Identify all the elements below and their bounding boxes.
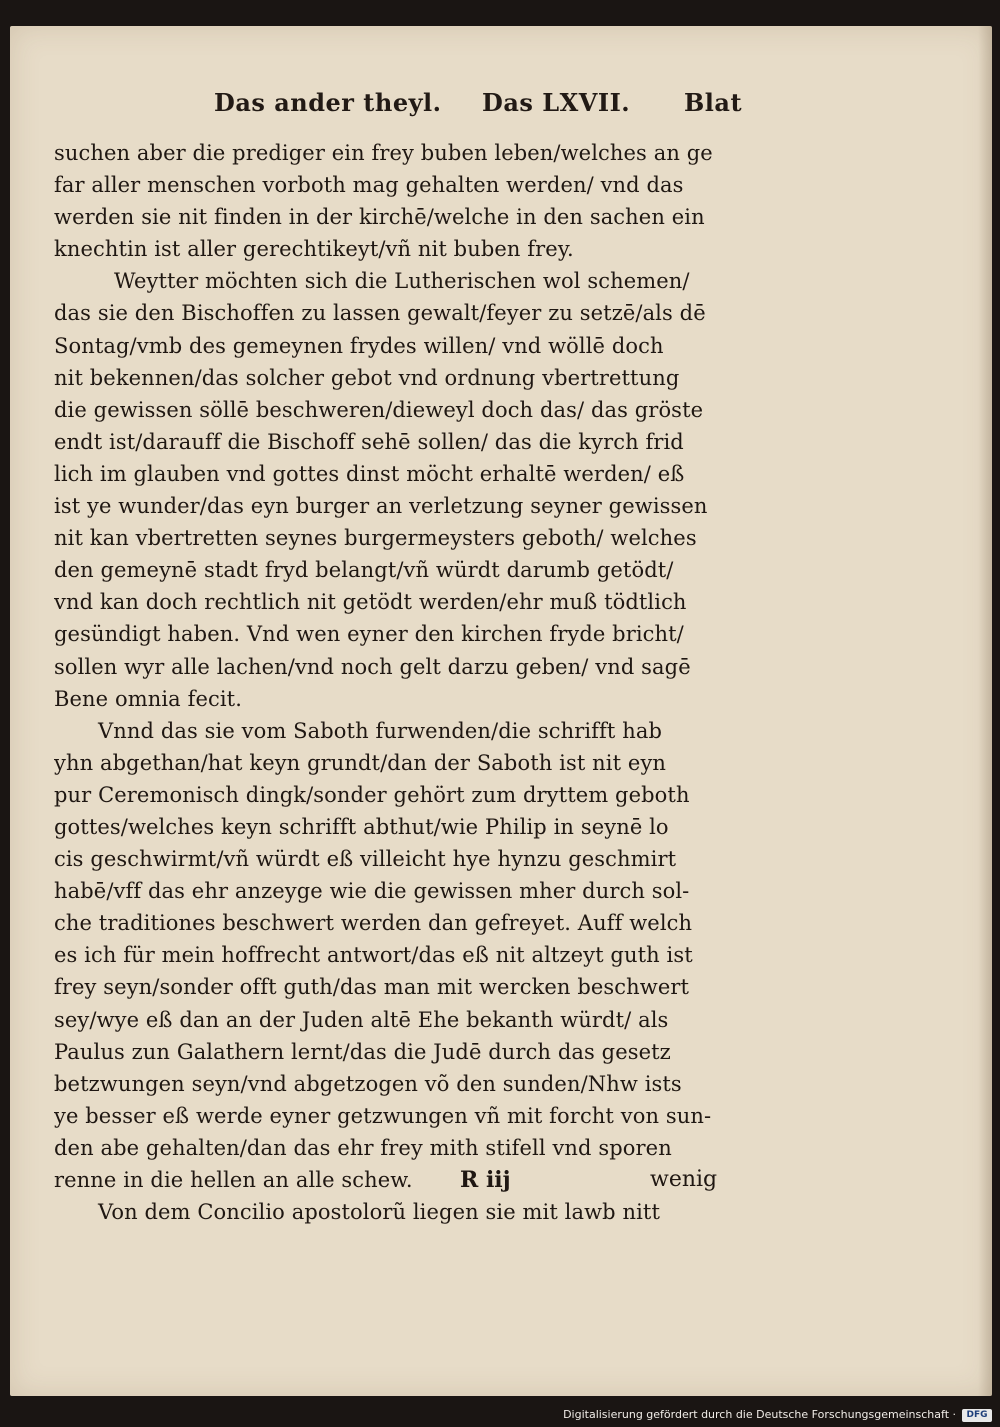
digitization-credit: Digitalisierung gefördert durch die Deutsche Forschungsgemeinschaft · [563, 1408, 956, 1421]
text-line: ist ye wunder/das eyn burger an verletzung seyner gewissen [54, 494, 708, 519]
text-line: gesündigt haben. Vnd wen eyner den kirchen fryde bricht/ [54, 622, 684, 647]
body-text [54, 137, 766, 1228]
text-line: gottes/welches keyn schrifft abthut/wie Philip in seynē lo [54, 814, 669, 839]
dfg-logo: DFG [962, 1409, 992, 1422]
text-line: habē/vff das ehr anzeyge wie die gewissen mher durch sol- [54, 879, 690, 904]
signature-mark: R iij [460, 1167, 511, 1193]
text-line: es ich für mein hoffrecht antwort/das eß nit altzeyt guth ist [54, 943, 693, 968]
text-line: den gemeynē stadt fryd belangt/vñ würdt darumb getödt/ [54, 558, 674, 583]
text-line: frey seyn/sonder offt guth/das man mit wercken beschwert [54, 975, 690, 1000]
text-line: Paulus zun Galathern lernt/das die Judē durch das gesetz [54, 1039, 671, 1064]
text-line: Vnnd das sie vom Saboth furwenden/die schrifft hab [98, 718, 663, 743]
text-line: nit kan vbertretten seynes burgermeysters geboth/ welches [54, 526, 697, 551]
text-line: ye besser eß werde eyner getzwungen vñ mit forcht von sun- [54, 1103, 712, 1128]
text-line: vnd kan doch rechtlich nit getödt werden/ehr muß tödtlich [54, 590, 687, 615]
text-line: Weytter möchten sich die Lutherischen wol schemen/ [114, 269, 690, 294]
text-line: das sie den Bischoffen zu lassen gewalt/feyer zu setzē/als dē [54, 301, 706, 326]
running-header [214, 88, 759, 130]
text-line: che traditiones beschwert werden dan gefreyet. Auff welch [54, 911, 693, 936]
text-line: den abe gehalten/dan das ehr frey mith stifell vnd sporen [54, 1135, 672, 1160]
header-left: Das ander theyl. [214, 88, 442, 117]
text-line: renne in die hellen an alle schew. [54, 1168, 413, 1192]
text-line: far aller menschen vorboth mag gehalten werden/ vnd das [54, 173, 684, 198]
header-right: Blat [684, 88, 743, 117]
text-line: betzwungen seyn/vnd abgetzogen võ den sunden/Nhw ists [54, 1071, 682, 1096]
text-line: pur Ceremonisch dingk/sonder gehört zum dryttem geboth [54, 782, 690, 807]
text-line: werden sie nit finden in der kirchē/welche in den sachen ein [54, 205, 705, 230]
text-line: knechtin ist aller gerechtikeyt/vñ nit buben frey. [54, 237, 574, 262]
text-line: Von dem Concilio apostolorũ liegen sie mit lawb nitt [98, 1200, 660, 1225]
header-folio: Das LXVII. [482, 88, 631, 117]
text-line: die gewissen söllē beschweren/dieweyl doch das/ das gröste [54, 397, 704, 422]
text-line: suchen aber die prediger ein frey buben leben/welches an ge [54, 141, 713, 165]
page-footer [460, 1167, 760, 1203]
text-line: nit bekennen/das solcher gebot vnd ordnung vbertrettung [54, 365, 680, 390]
text-line: cis geschwirmt/vñ würdt eß villeicht hye hynzu geschmirt [54, 847, 677, 872]
text-line: Sontag/vmb des gemeynen frydes willen/ vnd wöllē doch [54, 333, 664, 358]
text-line: sollen wyr alle lachen/vnd noch gelt darzu geben/ vnd sagē [54, 654, 691, 679]
catchword: wenig [650, 1167, 718, 1192]
text-line: endt ist/darauff die Bischoff sehē sollen/ das die kyrch frid [54, 429, 684, 454]
text-line: sey/wye eß dan an der Juden altē Ehe bekanth würdt/ als [54, 1007, 669, 1032]
text-line: lich im glauben vnd gottes dinst möcht erhaltē werden/ eß [54, 461, 685, 486]
text-line: Bene omnia fecit. [54, 686, 242, 711]
text-line: yhn abgethan/hat keyn grundt/dan der Saboth ist nit eyn [54, 750, 667, 775]
page-edge-shadow [978, 26, 992, 1396]
